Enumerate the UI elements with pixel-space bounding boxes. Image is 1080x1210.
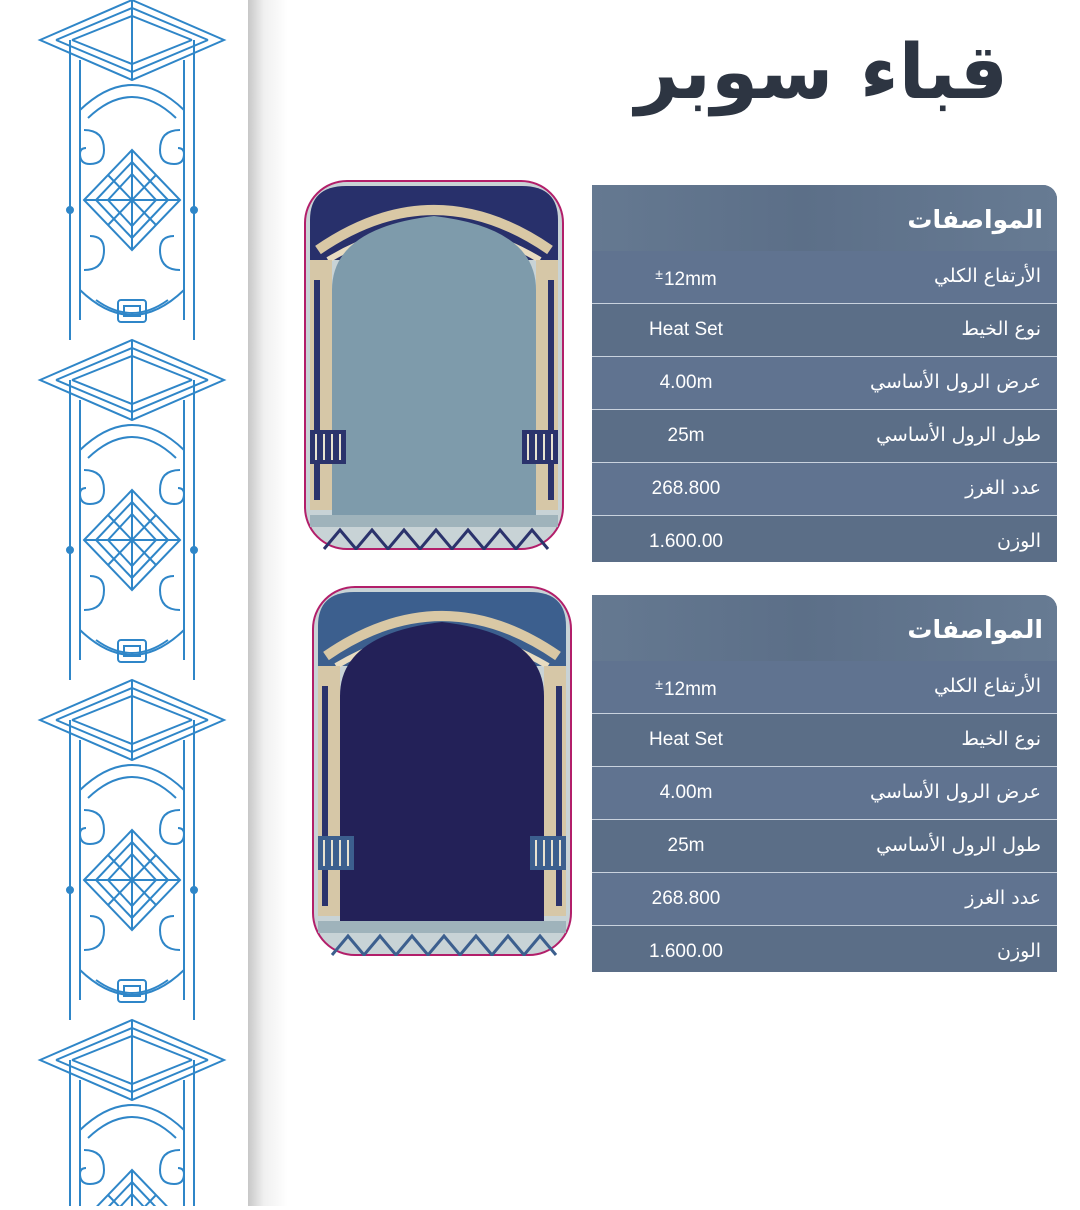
spec-row-roll-length: [592, 820, 1057, 873]
spec-value: Heat Set: [649, 319, 723, 340]
spec-row-weight: [592, 926, 1057, 972]
spec-row-yarn: [592, 304, 1057, 357]
spec-value: 25m: [667, 835, 705, 856]
prayer-rug-icon: [312, 586, 572, 956]
spec-label: طول الرول الأساسي: [876, 424, 1041, 446]
spec-label: الأرتفاع الكلي: [933, 675, 1041, 697]
spec-value: 1.600.00: [649, 531, 723, 552]
plus-minus-icon: ±: [655, 266, 663, 282]
spec-row-height: [592, 251, 1057, 304]
spec-label: الوزن: [996, 940, 1041, 962]
product-card: [0, 586, 1080, 976]
specs-title: المواصفات: [907, 615, 1043, 644]
spec-row-yarn: [592, 714, 1057, 767]
spec-row-height: [592, 661, 1057, 714]
spec-row-roll-length: [592, 410, 1057, 463]
spec-label: عرض الرول الأساسي: [870, 371, 1041, 393]
spec-label: عرض الرول الأساسي: [870, 781, 1041, 803]
product-card: [0, 180, 1080, 570]
spec-value-text: 12mm: [663, 679, 717, 700]
specs-table: [592, 595, 1057, 972]
spec-row-roll-width: [592, 357, 1057, 410]
spec-label: طول الرول الأساسي: [876, 834, 1041, 856]
spec-value: [616, 266, 756, 291]
specs-header: [592, 595, 1057, 661]
spec-value: [616, 676, 756, 701]
spec-label: نوع الخيط: [961, 728, 1041, 750]
spec-label: الأرتفاع الكلي: [933, 265, 1041, 287]
rug-image: [304, 180, 564, 550]
spec-value: 25m: [667, 425, 705, 446]
spec-value-text: 12mm: [663, 269, 717, 290]
spec-label: عدد الغرز: [965, 477, 1041, 499]
plus-minus-icon: ±: [655, 676, 663, 692]
spec-value: 1.600.00: [649, 941, 723, 962]
page-title: قباء سوبر: [635, 27, 1008, 116]
specs-table: [592, 185, 1057, 562]
spec-value: Heat Set: [649, 729, 723, 750]
spec-label: عدد الغرز: [965, 887, 1041, 909]
spec-value: 268.800: [651, 888, 721, 909]
spec-label: الوزن: [996, 530, 1041, 552]
spec-row-roll-width: [592, 767, 1057, 820]
spec-value: 4.00m: [659, 782, 713, 803]
specs-title: المواصفات: [907, 205, 1043, 234]
spec-value: 4.00m: [659, 372, 713, 393]
spec-row-stitches: [592, 463, 1057, 516]
specs-header: [592, 185, 1057, 251]
rug-image: [312, 586, 572, 956]
prayer-rug-icon: [304, 180, 564, 550]
spec-row-stitches: [592, 873, 1057, 926]
spec-label: نوع الخيط: [961, 318, 1041, 340]
spec-row-weight: [592, 516, 1057, 562]
spec-value: 268.800: [651, 478, 721, 499]
